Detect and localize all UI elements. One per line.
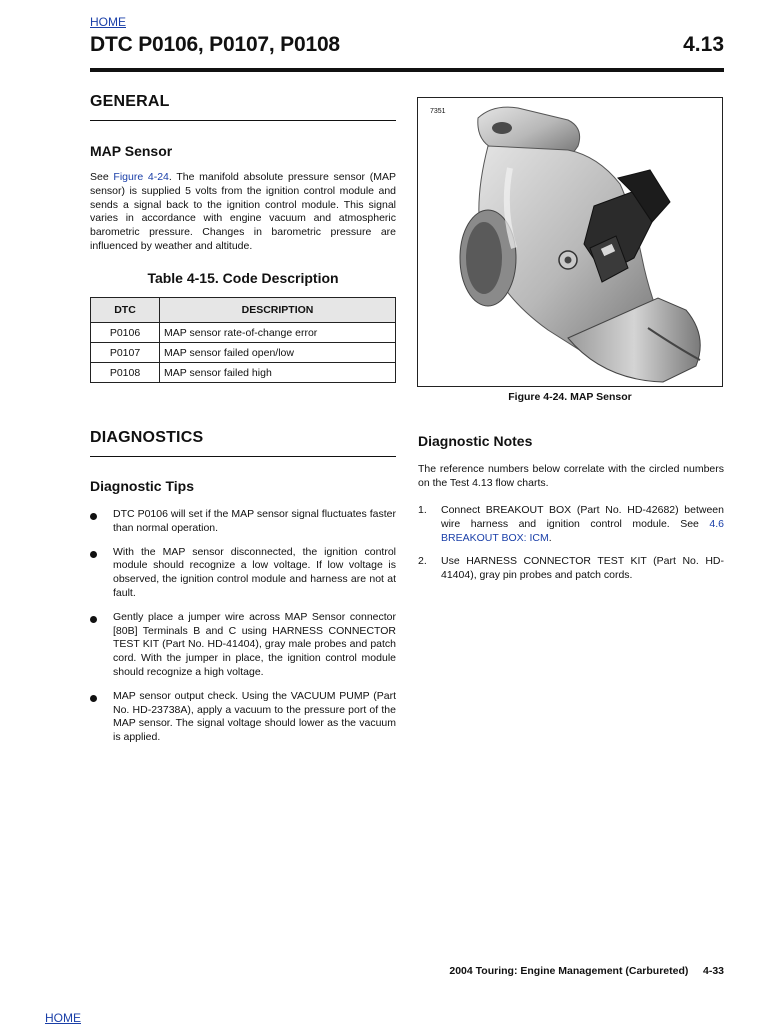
- table-cell-description: MAP sensor failed high: [160, 363, 396, 383]
- table-header-row: [91, 298, 396, 323]
- page-title: DTC P0106, P0107, P0108: [90, 33, 340, 56]
- table-cell-dtc: P0107: [91, 343, 160, 363]
- notes-intro: The reference numbers below correlate with the circled numbers on the Test 4.13 flow charts.: [418, 463, 724, 489]
- figure-frame: [417, 97, 723, 387]
- general-rule: [90, 120, 396, 121]
- figure-id-label: 7351: [430, 108, 446, 115]
- diagnostic-notes-heading: Diagnostic Notes: [418, 433, 533, 449]
- note-number: 1.: [418, 504, 427, 516]
- list-item: 1. Connect BREAKOUT BOX (Part No. HD-42682) between wire harness and ignition control module. See 4.6 BREAKOUT BOX: ICM.: [418, 504, 724, 544]
- diagnostic-tips-list: [90, 508, 396, 755]
- diagnostic-tips-heading: Diagnostic Tips: [90, 478, 194, 494]
- table-title: Table 4-15. Code Description: [147, 270, 339, 286]
- intake-body: [460, 107, 700, 382]
- diagnostics-rule: [90, 456, 396, 457]
- figure-caption: Figure 4-24. MAP Sensor: [508, 391, 632, 403]
- breakout-box-link[interactable]: 4.6 BREAKOUT BOX: ICM: [441, 517, 724, 544]
- page-number: 4-33: [702, 965, 724, 977]
- table-cell-dtc: P0106: [91, 323, 160, 343]
- code-description-table: [90, 297, 396, 383]
- bullet-icon: [90, 513, 97, 520]
- general-heading: GENERAL: [90, 93, 170, 110]
- list-item: DTC P0106 will set if the MAP sensor signal fluctuates faster than normal operation.: [90, 508, 396, 536]
- title-rule: [90, 68, 724, 72]
- home-link-bottom[interactable]: HOME: [45, 1011, 81, 1025]
- table-row: [91, 363, 396, 383]
- list-item: MAP sensor output check. Using the VACUUM PUMP (Part No. HD-23738A), apply a vacuum to the pressure port of the MAP sensor. The signal voltage should lower as the vacuum is applied.: [90, 690, 396, 745]
- list-item: With the MAP sensor disconnected, the ignition control module should recognize a low voltage. If low voltage is observed, the ignition control module and harness are not at fault.: [90, 546, 396, 601]
- table-header-dtc: DTC: [91, 298, 160, 323]
- figure-link[interactable]: Figure 4-24: [113, 171, 169, 183]
- bullet-icon: [90, 616, 97, 623]
- table-header-description: DESCRIPTION: [160, 298, 396, 323]
- section-number: 4.13: [683, 33, 724, 56]
- list-item: 2. Use HARNESS CONNECTOR TEST KIT (Part No. HD-41404), gray pin probes and patch cords.: [418, 555, 724, 582]
- list-item: Gently place a jumper wire across MAP Sensor connector [80B] Terminals B and C using HARNESS CONNECTOR TEST KIT (Part No. HD-41404), gray male probes and patch cord. With the jumper in place, the ignition control module should recognize a high voltage.: [90, 611, 396, 680]
- bullet-icon: [90, 551, 97, 558]
- bullet-icon: [90, 695, 97, 702]
- map-sensor-paragraph: See Figure 4-24. The manifold absolute pressure sensor (MAP sensor) is supplied 5 volts from the ignition control module and sends a signal back to the ignition control module. This signal varies in accordance with engine vacuum and atmospheric barometric pressure. Changes in barometric pressure are influenced by weather and altitude.: [90, 171, 397, 252]
- note-number: 2.: [418, 555, 427, 568]
- map-sensor-heading: MAP Sensor: [90, 143, 173, 159]
- table-cell-description: MAP sensor failed open/low: [160, 343, 396, 363]
- home-link-top[interactable]: HOME: [90, 15, 126, 29]
- map-sensor-illustration: [418, 98, 722, 386]
- table-cell-description: MAP sensor rate-of-change error: [160, 323, 396, 343]
- diagnostic-notes-list: [418, 504, 724, 593]
- table-row: [91, 323, 396, 343]
- table-cell-dtc: P0108: [91, 363, 160, 383]
- page-footer: 2004 Touring: Engine Management (Carbureted) 4-33: [449, 965, 724, 977]
- table-row: [91, 343, 396, 363]
- diagnostics-heading: DIAGNOSTICS: [90, 429, 204, 446]
